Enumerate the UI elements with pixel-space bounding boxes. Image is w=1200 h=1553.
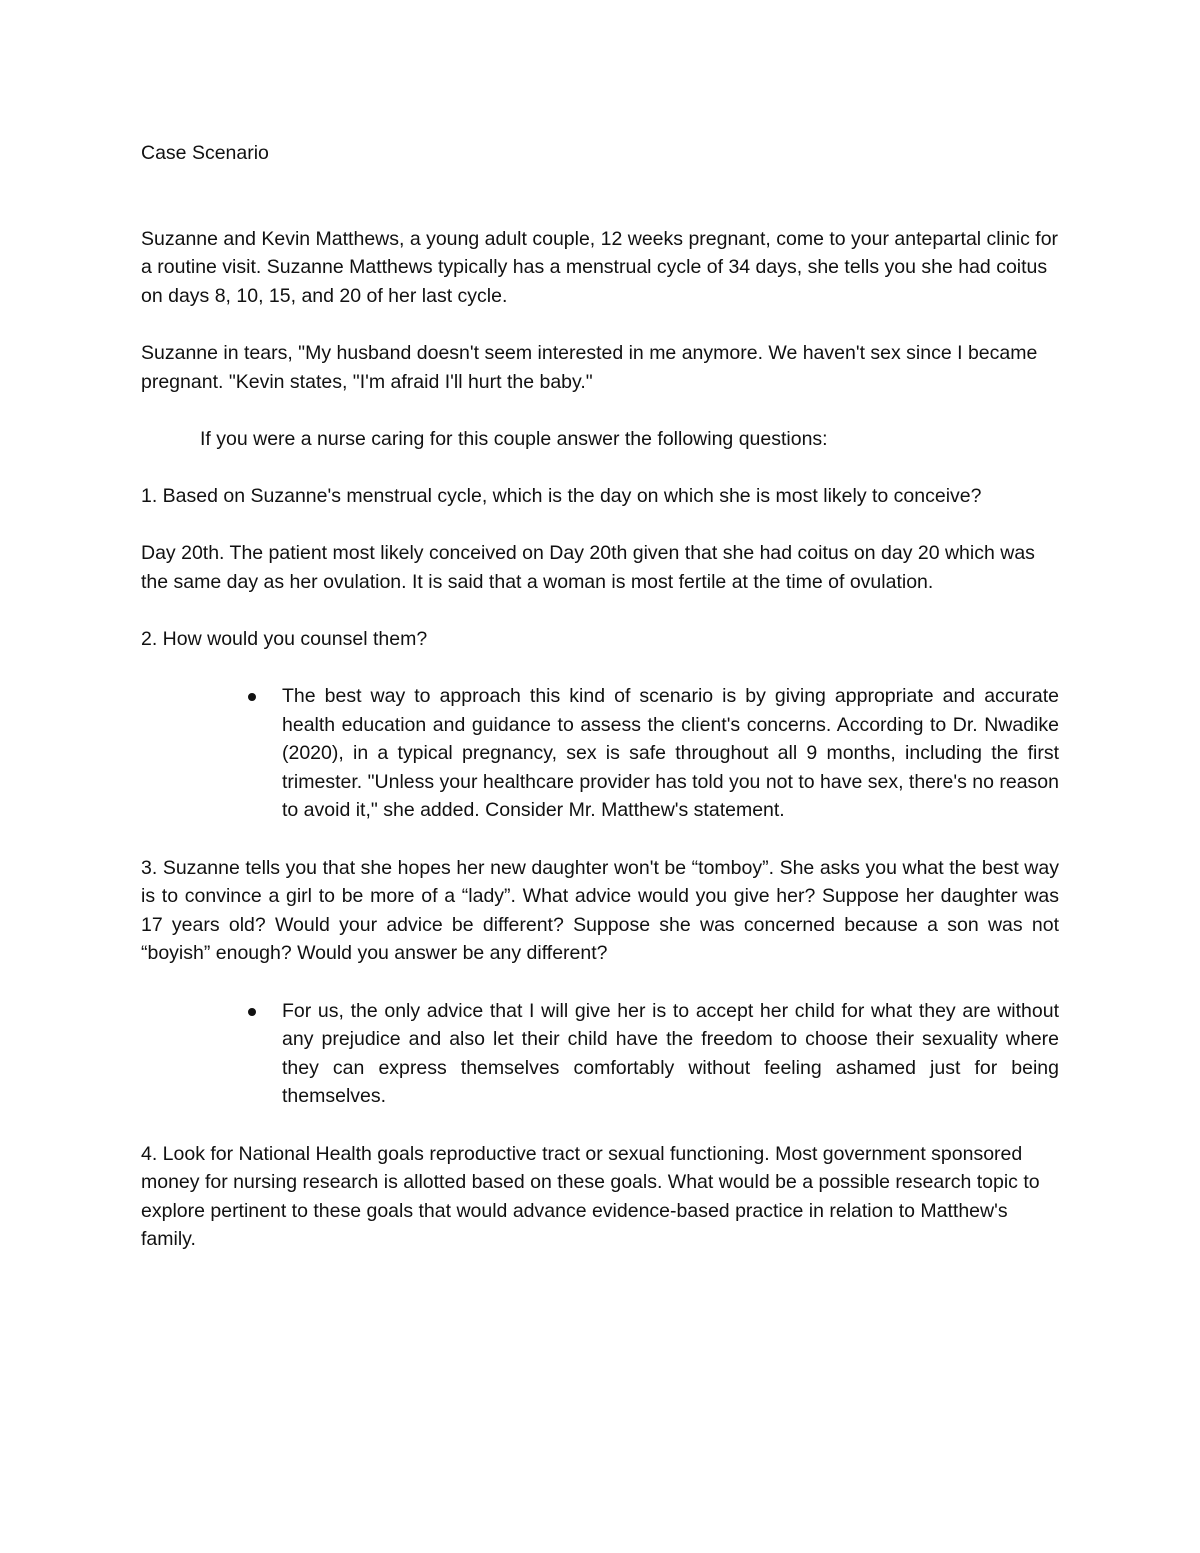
question-3: 3. Suzanne tells you that she hopes her new daughter won't be “tomboy”. She asks you what the best way is to convince a girl to be more of a “lady”. What advice would you give her? Suppose her daughter was 17 years old? Would your advice be different? Suppose she was concerned because a son was not “boyish” enough? Would you answer be any different?	[141, 856, 1059, 965]
bullet-icon	[248, 1008, 256, 1016]
answer-2: The best way to approach this kind of scenario is by giving appropriate and accurate health education and guidance to assess the client's concerns. According to Dr. Nwadike (2020), in a typical pregnancy, sex is safe throughout all 9 months, including the first trimester. "Unless your healthcare provider has told you not to have sex, there's no reason to avoid it," she added. Consider Mr. Matthew's statement.	[282, 685, 1059, 822]
list-item	[282, 682, 1059, 825]
instruction-paragraph: If you were a nurse caring for this couple answer the following questions:	[200, 427, 828, 450]
intro-paragraph: Suzanne and Kevin Matthews, a young adult couple, 12 weeks pregnant, come to your antepartal clinic for a routine visit. Suzanne Matthews typically has a menstrual cycle of 34 days, she tells you she had coitus on days 8, 10, 15, and 20 of her last cycle.	[141, 227, 1059, 307]
answer-3: For us, the only advice that I will give her is to accept her child for what they are without any prejudice and also let their child have the freedom to choose their sexuality where they can express themselves comfortably without feeling ashamed just for being themselves.	[282, 999, 1059, 1108]
document-body	[141, 139, 1059, 1254]
document-title: Case Scenario	[141, 142, 269, 164]
question-1: 1. Based on Suzanne's menstrual cycle, which is the day on which she is most likely to conceive?	[141, 484, 982, 507]
answer-3-list	[141, 997, 1059, 1111]
bullet-icon	[248, 693, 256, 701]
answer-1: Day 20th. The patient most likely conceived on Day 20th given that she had coitus on day 20 which was the same day as her ovulation. It is said that a woman is most fertile at the time of ovulation.	[141, 542, 1035, 593]
answer-2-list	[141, 682, 1059, 825]
question-2: 2. How would you counsel them?	[141, 627, 428, 650]
quote-paragraph: Suzanne in tears, "My husband doesn't seem interested in me anymore. We haven't sex since I became pregnant. "Kevin states, "I'm afraid I'll hurt the baby."	[141, 341, 1038, 393]
list-item	[282, 997, 1059, 1111]
question-4: 4. Look for National Health goals reproductive tract or sexual functioning. Most government sponsored money for nursing research is allotted based on these goals. What would be a possible research topic to explore pertinent to these goals that would advance evidence-based practice in relation to Matthew's family.	[141, 1142, 1040, 1251]
